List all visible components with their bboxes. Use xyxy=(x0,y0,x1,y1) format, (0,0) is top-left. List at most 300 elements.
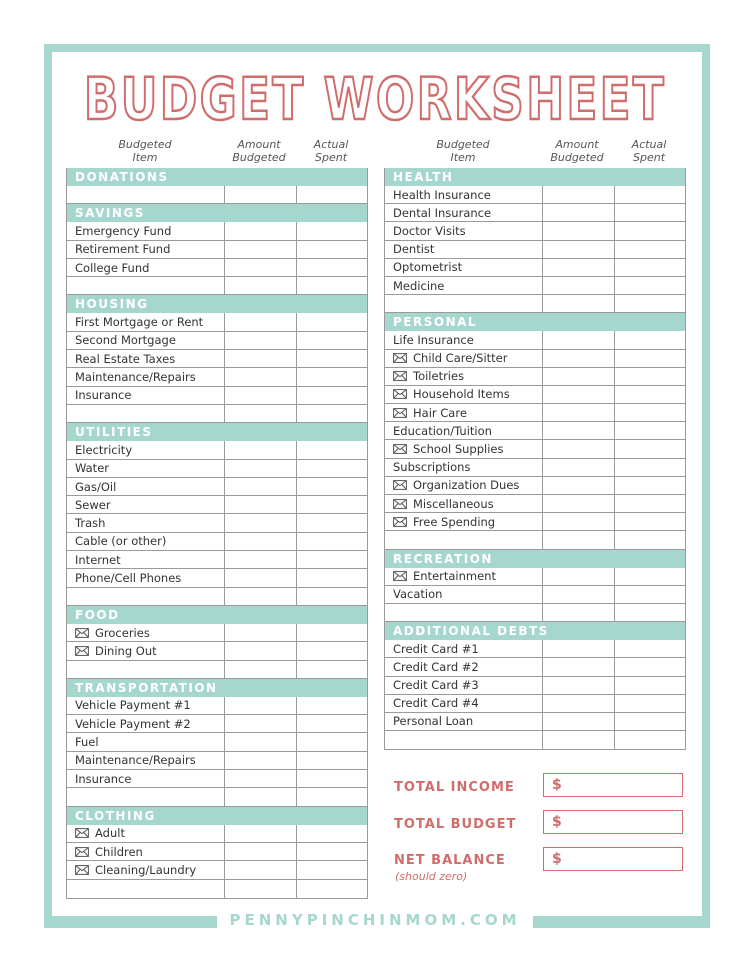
amount-budgeted-cell[interactable] xyxy=(224,588,296,605)
footer-website xyxy=(0,911,750,929)
amount-budgeted-cell[interactable] xyxy=(542,658,614,675)
budgeted-item-label: Education/Tuition xyxy=(393,423,492,438)
actual-spent-cell[interactable] xyxy=(296,405,367,422)
budgeted-item-label: Children xyxy=(95,844,143,859)
section-header-additional-debts: ADDITIONAL DEBTS xyxy=(385,622,685,640)
table-row xyxy=(67,661,367,679)
table-row xyxy=(385,640,685,658)
budgeted-item-label: Cable (or other) xyxy=(75,534,167,549)
budgeted-item-label: First Mortgage or Rent xyxy=(75,315,204,330)
budgeted-item-cell xyxy=(67,405,224,422)
amount-budgeted-cell[interactable] xyxy=(224,241,296,258)
budgeted-item-label: Emergency Fund xyxy=(75,223,172,238)
table-row xyxy=(67,533,367,551)
budgeted-item-cell xyxy=(67,222,224,239)
actual-spent-cell[interactable] xyxy=(614,713,685,730)
table-row xyxy=(385,477,685,495)
table-row xyxy=(67,843,367,861)
actual-spent-cell[interactable] xyxy=(296,478,367,495)
table-row xyxy=(67,697,367,715)
actual-spent-cell[interactable] xyxy=(296,588,367,605)
envelope-icon xyxy=(393,571,407,581)
table-row xyxy=(385,658,685,676)
actual-spent-cell[interactable] xyxy=(296,460,367,477)
budgeted-item-label: Second Mortgage xyxy=(75,333,176,348)
budgeted-item-label: Sewer xyxy=(75,497,111,512)
table-row xyxy=(67,332,367,350)
amount-budgeted-cell[interactable] xyxy=(224,642,296,659)
actual-spent-cell[interactable] xyxy=(614,459,685,476)
budgeted-item-label: Health Insurance xyxy=(393,187,491,202)
page-title: BUDGET WORKSHEET xyxy=(83,65,667,133)
budgeted-item-cell xyxy=(385,350,542,367)
table-row xyxy=(385,277,685,295)
amount-budgeted-cell[interactable] xyxy=(224,387,296,404)
budgeted-item-label: Vehicle Payment #2 xyxy=(75,716,191,731)
amount-budgeted-cell[interactable] xyxy=(542,277,614,294)
budgeted-item-cell xyxy=(385,477,542,494)
amount-budgeted-cell[interactable] xyxy=(542,568,614,585)
actual-spent-cell[interactable] xyxy=(296,387,367,404)
amount-budgeted-cell[interactable] xyxy=(542,713,614,730)
actual-spent-cell[interactable] xyxy=(296,752,367,769)
amount-budgeted-cell[interactable] xyxy=(224,533,296,550)
actual-spent-cell[interactable] xyxy=(614,204,685,221)
actual-spent-cell[interactable] xyxy=(296,861,367,878)
amount-budgeted-cell[interactable] xyxy=(224,661,296,678)
actual-spent-cell[interactable] xyxy=(296,241,367,258)
table-row xyxy=(67,460,367,478)
budgeted-item-cell xyxy=(385,713,542,730)
net-balance-field[interactable] xyxy=(543,847,683,871)
amount-budgeted-cell[interactable] xyxy=(542,186,614,203)
actual-spent-cell[interactable] xyxy=(614,658,685,675)
amount-budgeted-cell[interactable] xyxy=(224,350,296,367)
table-row xyxy=(385,259,685,277)
budgeted-item-label: Organization Dues xyxy=(413,478,520,493)
header-budgeted-item-right: Budgeted Item xyxy=(436,138,490,164)
table-row xyxy=(67,514,367,532)
budgeted-item-label: Fuel xyxy=(75,735,99,750)
actual-spent-cell[interactable] xyxy=(614,731,685,749)
footer-text: PENNYPINCHINMOM.COM xyxy=(217,911,532,929)
actual-spent-cell[interactable] xyxy=(296,496,367,513)
amount-budgeted-cell[interactable] xyxy=(224,405,296,422)
actual-spent-cell[interactable] xyxy=(614,531,685,548)
actual-spent-cell[interactable] xyxy=(614,695,685,712)
budgeted-item-cell xyxy=(385,259,542,276)
table-row xyxy=(67,551,367,569)
header-amount-budgeted-right: Amount Budgeted xyxy=(550,138,604,164)
actual-spent-cell[interactable] xyxy=(614,586,685,603)
actual-spent-cell[interactable] xyxy=(296,715,367,732)
amount-budgeted-cell[interactable] xyxy=(224,313,296,330)
actual-spent-cell[interactable] xyxy=(296,733,367,750)
budgeted-item-cell xyxy=(67,496,224,513)
net-balance-label: NET BALANCE xyxy=(394,853,506,868)
actual-spent-cell[interactable] xyxy=(296,569,367,586)
envelope-icon xyxy=(75,828,89,838)
actual-spent-cell[interactable] xyxy=(614,677,685,694)
section-header-personal: PERSONAL xyxy=(385,313,685,331)
budgeted-item-cell xyxy=(67,788,224,805)
table-row xyxy=(67,733,367,751)
budgeted-item-label: Free Spending xyxy=(413,514,496,529)
actual-spent-cell[interactable] xyxy=(614,222,685,239)
budgeted-item-cell xyxy=(385,568,542,585)
amount-budgeted-cell[interactable] xyxy=(224,222,296,239)
total-income-label: TOTAL INCOME xyxy=(394,780,515,795)
budgeted-item-cell xyxy=(67,733,224,750)
budgeted-item-cell xyxy=(67,624,224,641)
budgeted-item-label: Maintenance/Repairs xyxy=(75,370,196,385)
table-row xyxy=(67,588,367,606)
actual-spent-cell[interactable] xyxy=(614,368,685,385)
actual-spent-cell[interactable] xyxy=(296,697,367,714)
budgeted-item-cell xyxy=(67,514,224,531)
table-row xyxy=(67,441,367,459)
budgeted-item-label: Personal Loan xyxy=(393,714,474,729)
section-header-food: FOOD xyxy=(67,606,367,624)
amount-budgeted-cell[interactable] xyxy=(224,843,296,860)
budgeted-item-label: Adult xyxy=(95,826,125,841)
budgeted-item-cell xyxy=(385,531,542,548)
budgeted-item-cell xyxy=(67,661,224,678)
actual-spent-cell[interactable] xyxy=(296,551,367,568)
actual-spent-cell[interactable] xyxy=(614,259,685,276)
amount-budgeted-cell[interactable] xyxy=(224,186,296,203)
amount-budgeted-cell[interactable] xyxy=(542,731,614,749)
actual-spent-cell[interactable] xyxy=(614,495,685,512)
amount-budgeted-cell[interactable] xyxy=(224,697,296,714)
actual-spent-cell[interactable] xyxy=(614,277,685,294)
amount-budgeted-cell[interactable] xyxy=(542,295,614,312)
amount-budgeted-cell[interactable] xyxy=(224,825,296,842)
budgeted-item-label: Hair Care xyxy=(413,405,467,420)
header-actual-spent-right: Actual Spent xyxy=(631,138,667,164)
amount-budgeted-cell[interactable] xyxy=(542,331,614,348)
total-budget-field[interactable] xyxy=(543,810,683,834)
budgeted-item-cell xyxy=(67,259,224,276)
budgeted-item-cell xyxy=(385,677,542,694)
budgeted-item-cell xyxy=(67,752,224,769)
table-row xyxy=(67,222,367,240)
budgeted-item-label: Optometrist xyxy=(393,260,463,275)
budgeted-item-label: Gas/Oil xyxy=(75,479,117,494)
actual-spent-cell[interactable] xyxy=(614,640,685,657)
amount-budgeted-cell[interactable] xyxy=(542,604,614,621)
budgeted-item-cell xyxy=(385,241,542,258)
table-row xyxy=(385,695,685,713)
table-row xyxy=(385,331,685,349)
budgeted-item-cell xyxy=(385,404,542,421)
table-row xyxy=(385,586,685,604)
budgeted-item-label: Vacation xyxy=(393,587,443,602)
table-row xyxy=(385,459,685,477)
actual-spent-cell[interactable] xyxy=(296,642,367,659)
amount-budgeted-cell[interactable] xyxy=(224,752,296,769)
budgeted-item-label: Credit Card #4 xyxy=(393,696,479,711)
budgeted-item-cell xyxy=(385,368,542,385)
amount-budgeted-cell[interactable] xyxy=(542,204,614,221)
budgeted-item-label: College Fund xyxy=(75,260,150,275)
budgeted-item-cell xyxy=(385,277,542,294)
budgeted-item-cell xyxy=(67,843,224,860)
amount-budgeted-cell[interactable] xyxy=(542,222,614,239)
actual-spent-cell[interactable] xyxy=(614,386,685,403)
envelope-icon xyxy=(393,353,407,363)
actual-spent-cell[interactable] xyxy=(614,477,685,494)
actual-spent-cell[interactable] xyxy=(296,624,367,641)
table-row xyxy=(67,405,367,423)
budgeted-item-label: Water xyxy=(75,461,109,476)
amount-budgeted-cell[interactable] xyxy=(542,368,614,385)
amount-budgeted-cell[interactable] xyxy=(542,695,614,712)
amount-budgeted-cell[interactable] xyxy=(542,677,614,694)
amount-budgeted-cell[interactable] xyxy=(224,880,296,898)
budgeted-item-cell xyxy=(385,586,542,603)
amount-budgeted-cell[interactable] xyxy=(224,624,296,641)
actual-spent-cell[interactable] xyxy=(296,880,367,898)
budgeted-item-cell xyxy=(67,880,224,898)
actual-spent-cell[interactable] xyxy=(614,295,685,312)
table-row xyxy=(67,313,367,331)
budgeted-item-cell xyxy=(385,731,542,749)
table-row xyxy=(67,259,367,277)
budgeted-item-cell xyxy=(67,441,224,458)
budgeted-item-label: Internet xyxy=(75,552,121,567)
section-header-savings: SAVINGS xyxy=(67,204,367,222)
budgeted-item-label: Dentist xyxy=(393,242,435,257)
amount-budgeted-cell[interactable] xyxy=(224,569,296,586)
actual-spent-cell[interactable] xyxy=(296,825,367,842)
actual-spent-cell[interactable] xyxy=(614,440,685,457)
amount-budgeted-cell[interactable] xyxy=(224,715,296,732)
section-header-clothing: CLOTHING xyxy=(67,807,367,825)
amount-budgeted-cell[interactable] xyxy=(542,513,614,530)
table-row xyxy=(67,186,367,204)
actual-spent-cell[interactable] xyxy=(296,533,367,550)
amount-budgeted-cell[interactable] xyxy=(224,514,296,531)
actual-spent-cell[interactable] xyxy=(614,350,685,367)
table-row xyxy=(385,222,685,240)
budgeted-item-label: Dental Insurance xyxy=(393,205,492,220)
budgeted-item-cell xyxy=(67,460,224,477)
budgeted-item-cell xyxy=(385,459,542,476)
budgeted-item-cell xyxy=(385,331,542,348)
envelope-icon xyxy=(75,847,89,857)
budgeted-item-cell xyxy=(385,222,542,239)
budgeted-item-cell xyxy=(67,715,224,732)
amount-budgeted-cell[interactable] xyxy=(224,861,296,878)
budgeted-item-label: Cleaning/Laundry xyxy=(95,862,197,877)
table-row xyxy=(385,241,685,259)
amount-budgeted-cell[interactable] xyxy=(224,332,296,349)
budgeted-item-cell xyxy=(385,186,542,203)
table-row xyxy=(67,496,367,514)
table-row xyxy=(385,295,685,313)
budgeted-item-label: Vehicle Payment #1 xyxy=(75,698,191,713)
amount-budgeted-cell[interactable] xyxy=(224,259,296,276)
actual-spent-cell[interactable] xyxy=(296,514,367,531)
budgeted-item-cell xyxy=(67,186,224,203)
amount-budgeted-cell[interactable] xyxy=(542,386,614,403)
budgeted-item-cell xyxy=(67,825,224,842)
section-header-utilities: UTILITIES xyxy=(67,423,367,441)
amount-budgeted-cell[interactable] xyxy=(224,478,296,495)
budgeted-item-cell xyxy=(385,640,542,657)
left-budget-table xyxy=(66,168,368,899)
actual-spent-cell[interactable] xyxy=(296,313,367,330)
actual-spent-cell[interactable] xyxy=(296,350,367,367)
budgeted-item-cell xyxy=(67,332,224,349)
budgeted-item-cell xyxy=(67,277,224,294)
amount-budgeted-cell[interactable] xyxy=(224,551,296,568)
actual-spent-cell[interactable] xyxy=(614,422,685,439)
table-row xyxy=(67,715,367,733)
budgeted-item-label: Medicine xyxy=(393,278,445,293)
actual-spent-cell[interactable] xyxy=(614,568,685,585)
envelope-icon xyxy=(75,865,89,875)
amount-budgeted-cell[interactable] xyxy=(542,640,614,657)
section-header-recreation: RECREATION xyxy=(385,550,685,568)
table-row xyxy=(385,677,685,695)
actual-spent-cell[interactable] xyxy=(614,513,685,530)
table-row xyxy=(385,186,685,204)
budgeted-item-cell xyxy=(67,642,224,659)
table-row xyxy=(67,277,367,295)
amount-budgeted-cell[interactable] xyxy=(542,350,614,367)
table-row xyxy=(385,350,685,368)
budgeted-item-label: Household Items xyxy=(413,387,510,402)
actual-spent-cell[interactable] xyxy=(296,368,367,385)
budgeted-item-label: Toiletries xyxy=(413,369,465,384)
budgeted-item-cell xyxy=(385,422,542,439)
actual-spent-cell[interactable] xyxy=(296,441,367,458)
budgeted-item-cell xyxy=(67,313,224,330)
budgeted-item-label: Child Care/Sitter xyxy=(413,351,508,366)
currency-symbol: $ xyxy=(552,851,562,867)
actual-spent-cell[interactable] xyxy=(614,331,685,348)
table-row xyxy=(67,880,367,898)
table-row xyxy=(67,752,367,770)
table-row xyxy=(385,604,685,622)
budgeted-item-label: School Supplies xyxy=(413,442,504,457)
budgeted-item-cell xyxy=(67,241,224,258)
budgeted-item-cell xyxy=(385,513,542,530)
budgeted-item-cell xyxy=(67,770,224,787)
amount-budgeted-cell[interactable] xyxy=(224,460,296,477)
actual-spent-cell[interactable] xyxy=(296,843,367,860)
budgeted-item-label: Credit Card #2 xyxy=(393,659,479,674)
table-row xyxy=(67,642,367,660)
amount-budgeted-cell[interactable] xyxy=(224,277,296,294)
section-header-transportation: TRANSPORTATION xyxy=(67,679,367,697)
budgeted-item-label: Doctor Visits xyxy=(393,223,466,238)
amount-budgeted-cell[interactable] xyxy=(542,459,614,476)
actual-spent-cell[interactable] xyxy=(614,186,685,203)
table-row xyxy=(385,713,685,731)
amount-budgeted-cell[interactable] xyxy=(224,368,296,385)
table-row xyxy=(67,861,367,879)
envelope-icon xyxy=(75,646,89,656)
budgeted-item-cell xyxy=(67,368,224,385)
budgeted-item-label: Life Insurance xyxy=(393,332,474,347)
budgeted-item-label: Real Estate Taxes xyxy=(75,351,176,366)
amount-budgeted-cell[interactable] xyxy=(542,422,614,439)
amount-budgeted-cell[interactable] xyxy=(224,441,296,458)
actual-spent-cell[interactable] xyxy=(296,186,367,203)
table-row xyxy=(385,422,685,440)
amount-budgeted-cell[interactable] xyxy=(224,770,296,787)
amount-budgeted-cell[interactable] xyxy=(542,586,614,603)
actual-spent-cell[interactable] xyxy=(614,241,685,258)
currency-symbol: $ xyxy=(552,777,562,793)
budgeted-item-cell xyxy=(67,478,224,495)
table-row xyxy=(385,204,685,222)
budgeted-item-cell xyxy=(385,695,542,712)
table-row xyxy=(67,387,367,405)
section-header-housing: HOUSING xyxy=(67,295,367,313)
actual-spent-cell[interactable] xyxy=(296,788,367,805)
section-header-health: HEALTH xyxy=(385,168,685,186)
actual-spent-cell[interactable] xyxy=(296,259,367,276)
actual-spent-cell[interactable] xyxy=(614,604,685,621)
total-income-field[interactable] xyxy=(543,773,683,797)
table-row xyxy=(67,368,367,386)
amount-budgeted-cell[interactable] xyxy=(542,495,614,512)
amount-budgeted-cell[interactable] xyxy=(542,531,614,548)
table-row xyxy=(385,513,685,531)
budgeted-item-label: Groceries xyxy=(95,625,150,640)
table-row xyxy=(67,825,367,843)
budgeted-item-cell xyxy=(385,658,542,675)
header-budgeted-item-left: Budgeted Item xyxy=(118,138,172,164)
budgeted-item-label: Credit Card #1 xyxy=(393,641,479,656)
budgeted-item-cell xyxy=(67,588,224,605)
amount-budgeted-cell[interactable] xyxy=(542,440,614,457)
table-row xyxy=(67,624,367,642)
table-row xyxy=(67,350,367,368)
budgeted-item-cell xyxy=(67,350,224,367)
table-row xyxy=(67,241,367,259)
budgeted-item-label: Miscellaneous xyxy=(413,496,494,511)
actual-spent-cell[interactable] xyxy=(296,332,367,349)
amount-budgeted-cell[interactable] xyxy=(224,788,296,805)
header-actual-spent-left: Actual Spent xyxy=(313,138,349,164)
actual-spent-cell[interactable] xyxy=(614,404,685,421)
table-row xyxy=(385,731,685,749)
budgeted-item-cell xyxy=(67,533,224,550)
budgeted-item-label: Credit Card #3 xyxy=(393,678,479,693)
amount-budgeted-cell[interactable] xyxy=(542,259,614,276)
amount-budgeted-cell[interactable] xyxy=(542,404,614,421)
budgeted-item-cell xyxy=(67,861,224,878)
table-row xyxy=(385,368,685,386)
budgeted-item-label: Subscriptions xyxy=(393,460,471,475)
actual-spent-cell[interactable] xyxy=(296,277,367,294)
actual-spent-cell[interactable] xyxy=(296,770,367,787)
amount-budgeted-cell[interactable] xyxy=(542,477,614,494)
amount-budgeted-cell[interactable] xyxy=(224,733,296,750)
total-budget-label: TOTAL BUDGET xyxy=(394,817,517,832)
budgeted-item-label: Dining Out xyxy=(95,643,157,658)
actual-spent-cell[interactable] xyxy=(296,661,367,678)
amount-budgeted-cell[interactable] xyxy=(542,241,614,258)
actual-spent-cell[interactable] xyxy=(296,222,367,239)
amount-budgeted-cell[interactable] xyxy=(224,496,296,513)
budgeted-item-cell xyxy=(67,569,224,586)
